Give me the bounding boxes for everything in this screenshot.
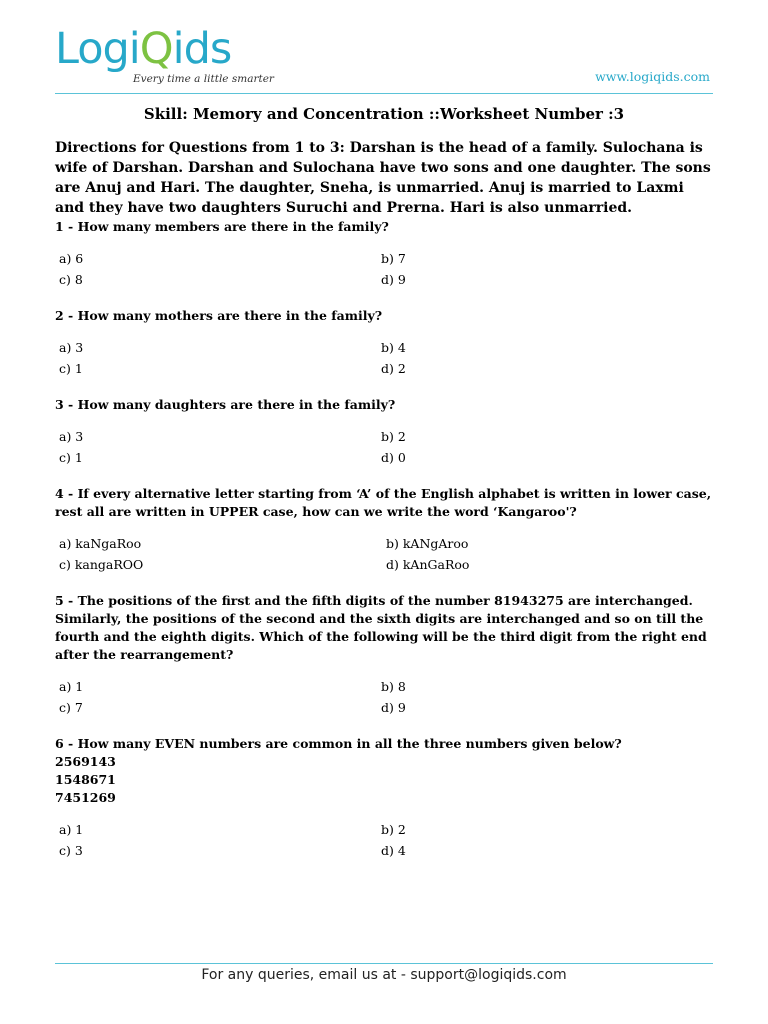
question-6 <box>55 735 715 807</box>
option-c: c) 3 <box>59 843 83 858</box>
option-a: a) kaNgaRoo <box>59 536 142 551</box>
option-c: c) 1 <box>59 450 83 465</box>
logo-tagline: Every time a little smarter <box>133 73 274 85</box>
option-b: b) 7 <box>381 251 406 266</box>
option-c: c) kangaROO <box>59 557 144 572</box>
logiqids-logo: LogiQids <box>55 24 232 74</box>
worksheet-content <box>55 138 715 861</box>
option-c: c) 8 <box>59 272 83 287</box>
option-a: a) 6 <box>59 251 84 266</box>
question-1-options <box>59 248 715 290</box>
question-5-options <box>59 676 715 718</box>
option-d: d) 0 <box>381 450 406 465</box>
question-4: 4 - If every alternative letter starting from ‘A’ of the English alphabet is written in lower case, rest all are written in UPPER case, how can we write the word ‘Kangaroo'? <box>55 486 712 519</box>
option-d: d) kAnGaRoo <box>386 557 470 572</box>
number-1: 2569143 <box>55 754 116 769</box>
website-link[interactable]: www.logiqids.com <box>595 69 710 84</box>
option-a: a) 1 <box>59 679 84 694</box>
option-c: c) 1 <box>59 361 83 376</box>
option-b: b) 2 <box>381 429 406 444</box>
option-a: a) 3 <box>59 429 84 444</box>
question-2: 2 - How many mothers are there in the family? <box>55 308 383 323</box>
option-b: b) 4 <box>381 340 406 355</box>
header-divider <box>55 93 713 94</box>
option-d: d) 9 <box>381 700 406 715</box>
footer-divider <box>55 963 713 964</box>
question-4-options <box>59 533 715 575</box>
number-3: 7451269 <box>55 790 116 805</box>
question-3: 3 - How many daughters are there in the family? <box>55 397 396 412</box>
option-d: d) 9 <box>381 272 406 287</box>
option-a: a) 3 <box>59 340 84 355</box>
question-3-options <box>59 426 715 468</box>
number-2: 1548671 <box>55 772 116 787</box>
option-d: d) 4 <box>381 843 406 858</box>
page-header <box>0 0 768 96</box>
option-a: a) 1 <box>59 822 84 837</box>
question-6-options <box>59 819 715 861</box>
question-1: 1 - How many members are there in the family? <box>55 219 389 234</box>
option-d: d) 2 <box>381 361 406 376</box>
question-6-text: 6 - How many EVEN numbers are common in all the three numbers given below? <box>55 736 622 751</box>
option-b: b) 8 <box>381 679 406 694</box>
option-c: c) 7 <box>59 700 83 715</box>
option-b: b) kANgAroo <box>386 536 469 551</box>
option-b: b) 2 <box>381 822 406 837</box>
question-5: 5 - The positions of the first and the fifth digits of the number 81943275 are interchanged. Similarly, the positions of the second and the sixth digits are interchanged and so on till the fourth and the eighth digits. Which of the following will be the third digit from the right end after the rearrangement? <box>55 593 707 662</box>
footer-contact: For any queries, email us at - support@logiqids.com <box>201 967 567 983</box>
question-2-options <box>59 337 715 379</box>
directions-text: Directions for Questions from 1 to 3: Darshan is the head of a family. Sulochana is wife of Darshan. Darshan and Sulochana have two sons and one daughter. The sons are Anuj and Hari. The daughter, Sneha, is unmarried. Anuj is married to Laxmi and they have two daughters Suruchi and Prerna. Hari is also unmarried. <box>55 140 711 216</box>
worksheet-title: Skill: Memory and Concentration ::Worksheet Number :3 <box>143 105 625 123</box>
